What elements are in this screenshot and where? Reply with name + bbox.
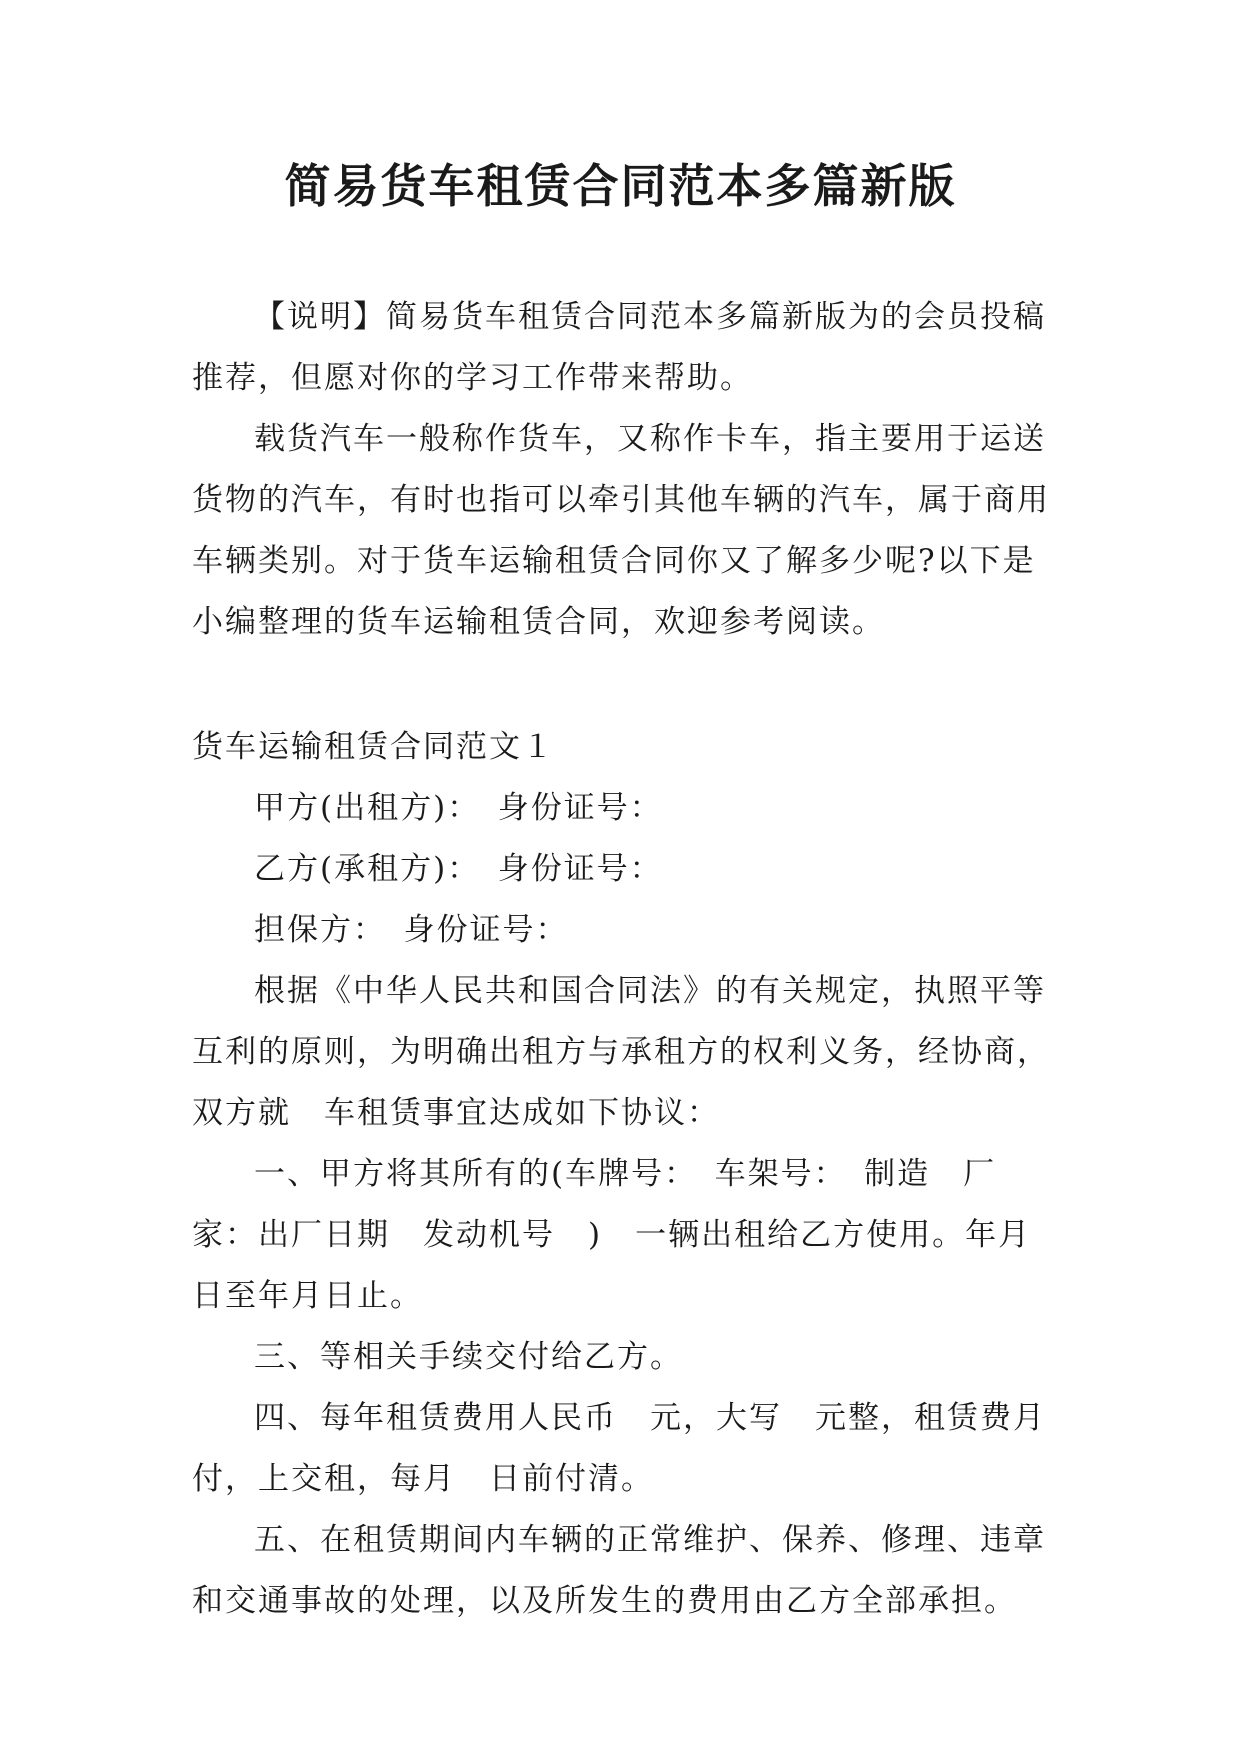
clause-party-a: 甲方(出租方)： 身份证号： — [254, 790, 663, 826]
clause-preamble: 根据《中华人民共和国合同法》的有关规定，执照平等互利的原则，为明确出租方与承租方的权利义务，经协商，双方就 车租赁事宜达成如下协议： — [192, 973, 1050, 1131]
intro-paragraph-background: 载货汽车一般称作货车，又称作卡车，指主要用于运送货物的汽车，有时也指可以牵引其他车辆的汽车，属于商用车辆类别。对于货车运输租赁合同你又了解多少呢?以下是小编整理的货车运输租赁合同，欢迎参考阅读。 — [192, 421, 1050, 640]
clause-item-3: 三、等相关手续交付给乙方。 — [254, 1339, 683, 1375]
clause-guarantor: 担保方： 身份证号： — [254, 912, 569, 948]
document-title: 简易货车租赁合同范本多篇新版 — [284, 159, 957, 213]
clause-item-4: 四、每年租赁费用人民币 元，大写 元整，租赁费月付，上交租，每月 日前付清。 — [192, 1400, 1046, 1497]
section-gap — [192, 653, 1062, 717]
clause-party-b: 乙方(承租方)： 身份证号： — [254, 851, 663, 887]
clause-item-5: 五、在租赁期间内车辆的正常维护、保养、修理、违章和交通事故的处理，以及所发生的费用由乙方全部承担。 — [192, 1522, 1046, 1619]
intro-paragraph-description: 【说明】简易货车租赁合同范本多篇新版为的会员投稿推荐，但愿对你的学习工作带来帮助。 — [192, 299, 1046, 396]
section-heading: 货车运输租赁合同范文１ — [192, 729, 555, 765]
document-body — [192, 287, 1062, 1632]
clause-item-1: 一、甲方将其所有的(车牌号： 车架号： 制造 厂家：出厂日期 发动机号 ) 一辆出租给乙方使用。年月日至年月日止。 — [192, 1156, 1032, 1314]
